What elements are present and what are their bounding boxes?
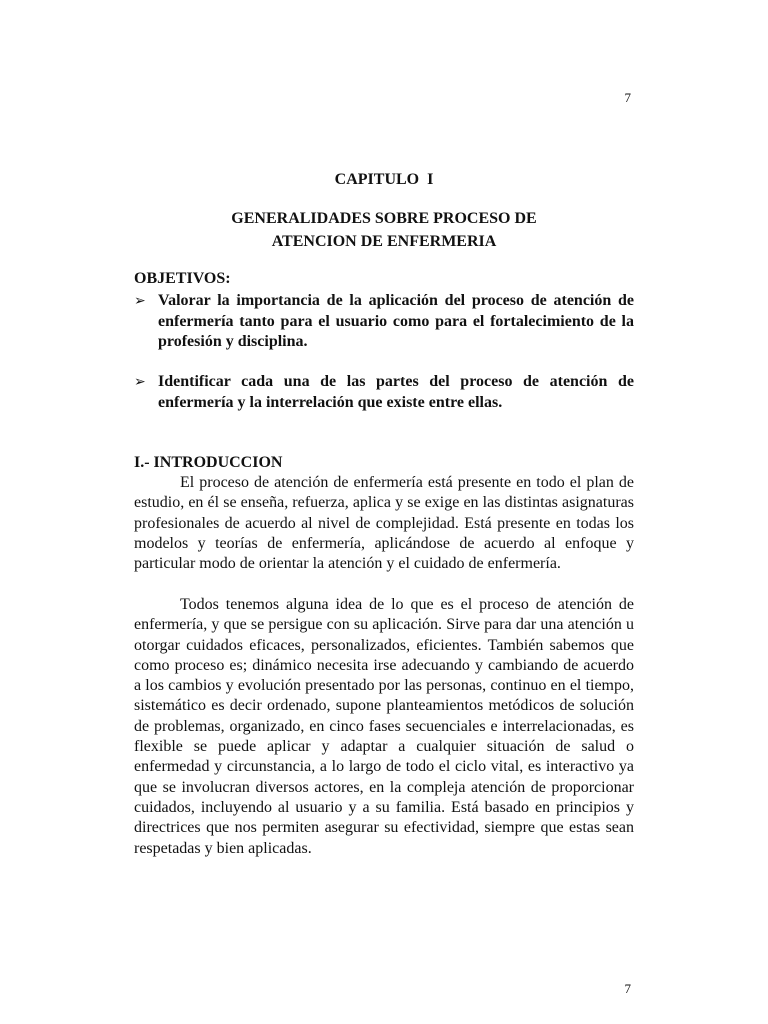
chapter-title-line-1: GENERALIDADES SOBRE PROCESO DE — [231, 210, 537, 227]
arrow-bullet-icon: ➢ — [134, 374, 146, 390]
chapter-title-line-2: ATENCION DE ENFERMERIA — [271, 233, 497, 250]
objective-item — [134, 372, 634, 413]
objective-item — [134, 291, 634, 353]
arrow-bullet-icon: ➢ — [134, 293, 146, 309]
page-number-top: 7 — [624, 90, 631, 105]
introduction-paragraph: Todos tenemos alguna idea de lo que es el proceso de atención de enfermería, y que se persigue con su aplicación. Sirve para dar una atención u otorgar cuidados eficaces, personalizados, eficientes. También sabemos que como proceso es; dinámico necesita irse adecuando y cambiando de acuerdo a los cambios y evolución presentado por las personas, continuo en el tiempo, sistemático es decir ordenado, supone planteamientos metódicos de solución de problemas, organizado, en cinco fases secuenciales e interrelacionadas, es flexible se puede aplicar y adaptar a cualquier situación de salud o enfermedad y circunstancia, a lo largo de todo el ciclo vital, es interactivo ya que se involucran diversos actores, en la compleja atención de proporcionar cuidados, incluyendo al usuario y a su familia. Está basado en principios y directrices que nos permiten asegurar su efectividad, siempre que estas sean respetadas y bien aplicadas. — [134, 596, 634, 857]
introduction-paragraph: El proceso de atención de enfermería está presente en todo el plan de estudio, en él se enseña, refuerza, aplica y se exige en las distintas asignaturas profesionales de acuerdo al nivel de complejidad. Está presente en todas los modelos y teorías de enfermería, aplicándose de acuerdo al enfoque y particular modo de orientar la atención y el cuidado de enfermería. — [134, 474, 634, 573]
objective-text: Identificar cada una de las partes del proceso de atención de enfermería y la interrelación que existe entre ellas. — [158, 373, 634, 411]
chapter-heading: CAPITULO I — [334, 171, 434, 188]
introduction-heading: I.- INTRODUCCION — [134, 454, 283, 471]
objective-text: Valorar la importancia de la aplicación del proceso de atención de enfermería tanto para el usuario como para el fortalecimiento de la profesión y disciplina. — [158, 292, 634, 350]
page-number-bottom: 7 — [624, 981, 631, 996]
objectives-heading: OBJETIVOS: — [134, 270, 231, 287]
